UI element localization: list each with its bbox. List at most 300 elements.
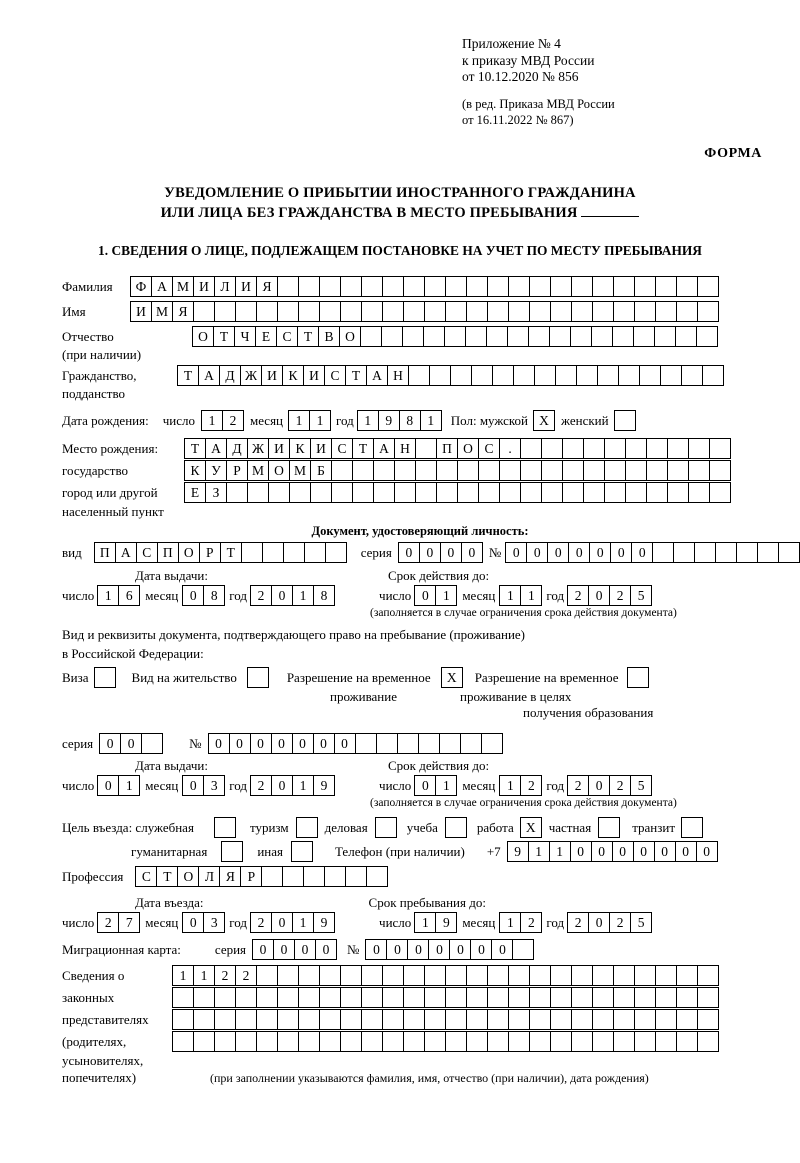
char-cell[interactable]: И: [303, 365, 325, 386]
char-cell[interactable]: А: [115, 542, 137, 563]
char-cell[interactable]: [466, 965, 488, 986]
char-cell[interactable]: 2: [235, 965, 257, 986]
char-cell[interactable]: [340, 301, 362, 322]
char-cell[interactable]: [508, 301, 530, 322]
char-cell[interactable]: О: [457, 438, 479, 459]
char-cell[interactable]: [613, 965, 635, 986]
char-cell[interactable]: [697, 987, 719, 1008]
char-cell[interactable]: О: [178, 542, 200, 563]
char-cell[interactable]: 2: [250, 912, 272, 933]
char-cell[interactable]: О: [192, 326, 214, 347]
char-cell[interactable]: [655, 1009, 677, 1030]
char-cell[interactable]: Т: [352, 438, 374, 459]
char-cell[interactable]: [277, 965, 299, 986]
char-cell[interactable]: [592, 276, 614, 297]
char-cell[interactable]: М: [247, 460, 269, 481]
sex-male-checkbox[interactable]: X: [533, 410, 555, 431]
stay-month-input[interactable]: [499, 912, 542, 933]
char-cell[interactable]: [487, 965, 509, 986]
char-cell[interactable]: [487, 276, 509, 297]
char-cell[interactable]: [450, 365, 472, 386]
char-cell[interactable]: [214, 987, 236, 1008]
char-cell[interactable]: [361, 1009, 383, 1030]
char-cell[interactable]: 1: [201, 410, 223, 431]
char-cell[interactable]: [676, 301, 698, 322]
char-cell[interactable]: [403, 965, 425, 986]
char-cell[interactable]: 1: [528, 841, 550, 862]
char-cell[interactable]: 2: [567, 585, 589, 606]
char-cell[interactable]: [466, 1031, 488, 1052]
char-cell[interactable]: 2: [214, 965, 236, 986]
birthplace-city-input-line1[interactable]: [184, 460, 731, 481]
char-cell[interactable]: [654, 326, 676, 347]
char-cell[interactable]: 0: [182, 775, 204, 796]
char-cell[interactable]: [655, 965, 677, 986]
char-cell[interactable]: [424, 1031, 446, 1052]
char-cell[interactable]: [382, 965, 404, 986]
char-cell[interactable]: [541, 482, 563, 503]
char-cell[interactable]: [445, 301, 467, 322]
sex-female-checkbox[interactable]: [614, 410, 636, 431]
citizenship-input[interactable]: [177, 365, 724, 386]
char-cell[interactable]: [471, 365, 493, 386]
char-cell[interactable]: 1: [435, 585, 457, 606]
doc-issue-day-input[interactable]: [97, 585, 140, 606]
char-cell[interactable]: [676, 965, 698, 986]
birthplace-state-input[interactable]: [184, 438, 731, 459]
char-cell[interactable]: [757, 542, 779, 563]
stay-year-input[interactable]: [567, 912, 652, 933]
char-cell[interactable]: 2: [97, 912, 119, 933]
char-cell[interactable]: [403, 1031, 425, 1052]
char-cell[interactable]: 0: [294, 939, 316, 960]
char-cell[interactable]: [382, 987, 404, 1008]
char-cell[interactable]: [613, 1031, 635, 1052]
char-cell[interactable]: [340, 1031, 362, 1052]
char-cell[interactable]: [172, 1031, 194, 1052]
char-cell[interactable]: 0: [365, 939, 387, 960]
char-cell[interactable]: [604, 482, 626, 503]
char-cell[interactable]: [597, 365, 619, 386]
char-cell[interactable]: [361, 1031, 383, 1052]
char-cell[interactable]: [492, 365, 514, 386]
char-cell[interactable]: [512, 939, 534, 960]
char-cell[interactable]: 0: [612, 841, 634, 862]
doc-series-input[interactable]: [398, 542, 483, 563]
doc-valid-month-input[interactable]: [499, 585, 542, 606]
char-cell[interactable]: [478, 460, 500, 481]
char-cell[interactable]: Р: [240, 866, 262, 887]
char-cell[interactable]: [613, 276, 635, 297]
char-cell[interactable]: 0: [461, 542, 483, 563]
char-cell[interactable]: Т: [177, 365, 199, 386]
char-cell[interactable]: 2: [567, 912, 589, 933]
char-cell[interactable]: 0: [334, 733, 356, 754]
char-cell[interactable]: [778, 542, 800, 563]
char-cell[interactable]: [457, 460, 479, 481]
char-cell[interactable]: [382, 276, 404, 297]
char-cell[interactable]: [319, 965, 341, 986]
char-cell[interactable]: 1: [292, 775, 314, 796]
char-cell[interactable]: [298, 301, 320, 322]
char-cell[interactable]: 0: [99, 733, 121, 754]
birth-day-input[interactable]: [201, 410, 244, 431]
char-cell[interactable]: 3: [203, 775, 225, 796]
char-cell[interactable]: [604, 460, 626, 481]
char-cell[interactable]: [570, 326, 592, 347]
legal-rep-input-line3[interactable]: [172, 1009, 719, 1030]
char-cell[interactable]: 0: [591, 841, 613, 862]
char-cell[interactable]: [457, 482, 479, 503]
char-cell[interactable]: [634, 1031, 656, 1052]
char-cell[interactable]: [571, 1009, 593, 1030]
char-cell[interactable]: [355, 733, 377, 754]
char-cell[interactable]: [235, 1009, 257, 1030]
char-cell[interactable]: [646, 438, 668, 459]
char-cell[interactable]: [319, 301, 341, 322]
char-cell[interactable]: [709, 482, 731, 503]
purpose-tourism-checkbox[interactable]: [296, 817, 318, 838]
char-cell[interactable]: Д: [219, 365, 241, 386]
char-cell[interactable]: Е: [184, 482, 206, 503]
char-cell[interactable]: [465, 326, 487, 347]
char-cell[interactable]: [373, 460, 395, 481]
char-cell[interactable]: Т: [220, 542, 242, 563]
char-cell[interactable]: [382, 301, 404, 322]
phone-input[interactable]: [507, 841, 718, 862]
char-cell[interactable]: О: [268, 460, 290, 481]
char-cell[interactable]: Е: [255, 326, 277, 347]
char-cell[interactable]: [673, 542, 695, 563]
char-cell[interactable]: [235, 987, 257, 1008]
temporary-residence-checkbox[interactable]: X: [441, 667, 463, 688]
char-cell[interactable]: 1: [499, 585, 521, 606]
char-cell[interactable]: [652, 542, 674, 563]
char-cell[interactable]: [534, 365, 556, 386]
char-cell[interactable]: [697, 301, 719, 322]
char-cell[interactable]: [394, 460, 416, 481]
permit-valid-year-input[interactable]: [567, 775, 652, 796]
char-cell[interactable]: 0: [470, 939, 492, 960]
char-cell[interactable]: [282, 866, 304, 887]
char-cell[interactable]: [633, 326, 655, 347]
char-cell[interactable]: [541, 438, 563, 459]
char-cell[interactable]: [529, 965, 551, 986]
char-cell[interactable]: Р: [226, 460, 248, 481]
visa-checkbox[interactable]: [94, 667, 116, 688]
char-cell[interactable]: [319, 987, 341, 1008]
char-cell[interactable]: [256, 1009, 278, 1030]
char-cell[interactable]: [304, 542, 326, 563]
char-cell[interactable]: [325, 542, 347, 563]
char-cell[interactable]: [634, 276, 656, 297]
char-cell[interactable]: И: [193, 276, 215, 297]
char-cell[interactable]: [235, 1031, 257, 1052]
char-cell[interactable]: [403, 1009, 425, 1030]
char-cell[interactable]: [613, 1009, 635, 1030]
doc-valid-day-input[interactable]: [414, 585, 457, 606]
permit-valid-month-input[interactable]: [499, 775, 542, 796]
char-cell[interactable]: Т: [297, 326, 319, 347]
char-cell[interactable]: 1: [420, 410, 442, 431]
char-cell[interactable]: [382, 1009, 404, 1030]
char-cell[interactable]: 9: [378, 410, 400, 431]
char-cell[interactable]: 2: [222, 410, 244, 431]
char-cell[interactable]: [193, 1031, 215, 1052]
char-cell[interactable]: [466, 987, 488, 1008]
char-cell[interactable]: 0: [250, 733, 272, 754]
char-cell[interactable]: [429, 365, 451, 386]
char-cell[interactable]: [466, 276, 488, 297]
char-cell[interactable]: [445, 1009, 467, 1030]
char-cell[interactable]: [214, 1009, 236, 1030]
char-cell[interactable]: [366, 866, 388, 887]
char-cell[interactable]: [424, 987, 446, 1008]
char-cell[interactable]: [352, 482, 374, 503]
char-cell[interactable]: 0: [182, 585, 204, 606]
char-cell[interactable]: [696, 326, 718, 347]
char-cell[interactable]: 9: [435, 912, 457, 933]
doc-issue-month-input[interactable]: [182, 585, 225, 606]
char-cell[interactable]: [436, 460, 458, 481]
char-cell[interactable]: 0: [654, 841, 676, 862]
char-cell[interactable]: 1: [193, 965, 215, 986]
char-cell[interactable]: [298, 1031, 320, 1052]
char-cell[interactable]: [172, 987, 194, 1008]
char-cell[interactable]: С: [135, 866, 157, 887]
char-cell[interactable]: [508, 276, 530, 297]
char-cell[interactable]: 0: [610, 542, 632, 563]
char-cell[interactable]: [436, 482, 458, 503]
char-cell[interactable]: [591, 326, 613, 347]
char-cell[interactable]: [283, 542, 305, 563]
char-cell[interactable]: [520, 438, 542, 459]
permit-issue-day-input[interactable]: [97, 775, 140, 796]
doc-number-input[interactable]: [505, 542, 800, 563]
char-cell[interactable]: [415, 482, 437, 503]
char-cell[interactable]: 5: [630, 775, 652, 796]
char-cell[interactable]: 1: [414, 912, 436, 933]
char-cell[interactable]: [667, 438, 689, 459]
char-cell[interactable]: [268, 482, 290, 503]
char-cell[interactable]: [487, 1009, 509, 1030]
char-cell[interactable]: [613, 301, 635, 322]
char-cell[interactable]: [487, 1031, 509, 1052]
char-cell[interactable]: Р: [199, 542, 221, 563]
char-cell[interactable]: [439, 733, 461, 754]
char-cell[interactable]: И: [130, 301, 152, 322]
purpose-work-checkbox[interactable]: X: [520, 817, 542, 838]
char-cell[interactable]: [681, 365, 703, 386]
char-cell[interactable]: [277, 1031, 299, 1052]
char-cell[interactable]: 5: [630, 585, 652, 606]
char-cell[interactable]: 0: [440, 542, 462, 563]
char-cell[interactable]: [324, 866, 346, 887]
char-cell[interactable]: К: [282, 365, 304, 386]
char-cell[interactable]: [571, 1031, 593, 1052]
char-cell[interactable]: 0: [568, 542, 590, 563]
char-cell[interactable]: [445, 276, 467, 297]
char-cell[interactable]: [697, 1009, 719, 1030]
migration-card-number-input[interactable]: [365, 939, 534, 960]
char-cell[interactable]: [571, 965, 593, 986]
char-cell[interactable]: [688, 438, 710, 459]
char-cell[interactable]: 3: [203, 912, 225, 933]
doc-kind-input[interactable]: [94, 542, 347, 563]
legal-rep-input-line1[interactable]: [172, 965, 719, 986]
char-cell[interactable]: Ж: [240, 365, 262, 386]
purpose-humanitarian-checkbox[interactable]: [221, 841, 243, 862]
char-cell[interactable]: 0: [491, 939, 513, 960]
char-cell[interactable]: [676, 276, 698, 297]
char-cell[interactable]: [289, 482, 311, 503]
char-cell[interactable]: И: [268, 438, 290, 459]
birthplace-city-input-line2[interactable]: [184, 482, 731, 503]
char-cell[interactable]: [256, 1031, 278, 1052]
char-cell[interactable]: 0: [273, 939, 295, 960]
char-cell[interactable]: [634, 1009, 656, 1030]
purpose-other-checkbox[interactable]: [291, 841, 313, 862]
purpose-transit-checkbox[interactable]: [681, 817, 703, 838]
char-cell[interactable]: 0: [675, 841, 697, 862]
permit-valid-day-input[interactable]: [414, 775, 457, 796]
char-cell[interactable]: Д: [226, 438, 248, 459]
char-cell[interactable]: 9: [313, 775, 335, 796]
char-cell[interactable]: 2: [609, 585, 631, 606]
char-cell[interactable]: [319, 1009, 341, 1030]
char-cell[interactable]: [214, 1031, 236, 1052]
char-cell[interactable]: [709, 438, 731, 459]
char-cell[interactable]: 0: [271, 775, 293, 796]
char-cell[interactable]: [562, 482, 584, 503]
char-cell[interactable]: 6: [118, 585, 140, 606]
char-cell[interactable]: [646, 482, 668, 503]
char-cell[interactable]: [529, 987, 551, 1008]
char-cell[interactable]: 1: [118, 775, 140, 796]
char-cell[interactable]: П: [436, 438, 458, 459]
char-cell[interactable]: [277, 987, 299, 1008]
legal-rep-input-line2[interactable]: [172, 987, 719, 1008]
char-cell[interactable]: К: [289, 438, 311, 459]
char-cell[interactable]: 7: [118, 912, 140, 933]
char-cell[interactable]: [277, 1009, 299, 1030]
char-cell[interactable]: [639, 365, 661, 386]
char-cell[interactable]: [352, 460, 374, 481]
surname-input[interactable]: [130, 276, 719, 297]
char-cell[interactable]: 0: [97, 775, 119, 796]
char-cell[interactable]: [340, 276, 362, 297]
char-cell[interactable]: [310, 482, 332, 503]
char-cell[interactable]: С: [478, 438, 500, 459]
char-cell[interactable]: [697, 965, 719, 986]
char-cell[interactable]: [277, 276, 299, 297]
char-cell[interactable]: 2: [609, 912, 631, 933]
char-cell[interactable]: [397, 733, 419, 754]
char-cell[interactable]: [424, 276, 446, 297]
char-cell[interactable]: [618, 365, 640, 386]
char-cell[interactable]: [172, 1009, 194, 1030]
permit-issue-month-input[interactable]: [182, 775, 225, 796]
char-cell[interactable]: [261, 866, 283, 887]
char-cell[interactable]: И: [235, 276, 257, 297]
char-cell[interactable]: [361, 301, 383, 322]
char-cell[interactable]: В: [318, 326, 340, 347]
char-cell[interactable]: 0: [315, 939, 337, 960]
char-cell[interactable]: [415, 438, 437, 459]
purpose-study-checkbox[interactable]: [445, 817, 467, 838]
char-cell[interactable]: [550, 987, 572, 1008]
char-cell[interactable]: 1: [520, 585, 542, 606]
char-cell[interactable]: [529, 301, 551, 322]
char-cell[interactable]: [214, 301, 236, 322]
char-cell[interactable]: [507, 326, 529, 347]
entry-year-input[interactable]: [250, 912, 335, 933]
char-cell[interactable]: [655, 276, 677, 297]
permit-issue-year-input[interactable]: [250, 775, 335, 796]
char-cell[interactable]: 2: [609, 775, 631, 796]
char-cell[interactable]: 9: [313, 912, 335, 933]
char-cell[interactable]: [508, 965, 530, 986]
char-cell[interactable]: [319, 1031, 341, 1052]
char-cell[interactable]: [277, 301, 299, 322]
char-cell[interactable]: [331, 460, 353, 481]
char-cell[interactable]: [460, 733, 482, 754]
char-cell[interactable]: [646, 460, 668, 481]
char-cell[interactable]: [466, 1009, 488, 1030]
char-cell[interactable]: [226, 482, 248, 503]
char-cell[interactable]: [529, 1009, 551, 1030]
char-cell[interactable]: [655, 301, 677, 322]
char-cell[interactable]: 1: [499, 912, 521, 933]
char-cell[interactable]: [592, 965, 614, 986]
char-cell[interactable]: 0: [428, 939, 450, 960]
char-cell[interactable]: [345, 866, 367, 887]
char-cell[interactable]: И: [310, 438, 332, 459]
char-cell[interactable]: [571, 987, 593, 1008]
char-cell[interactable]: [676, 987, 698, 1008]
birth-year-input[interactable]: [357, 410, 442, 431]
char-cell[interactable]: [709, 460, 731, 481]
char-cell[interactable]: Ф: [130, 276, 152, 297]
char-cell[interactable]: [562, 460, 584, 481]
char-cell[interactable]: Я: [172, 301, 194, 322]
char-cell[interactable]: 1: [309, 410, 331, 431]
char-cell[interactable]: [625, 482, 647, 503]
char-cell[interactable]: З: [205, 482, 227, 503]
char-cell[interactable]: [402, 326, 424, 347]
char-cell[interactable]: [697, 276, 719, 297]
char-cell[interactable]: [634, 987, 656, 1008]
char-cell[interactable]: [688, 460, 710, 481]
char-cell[interactable]: [256, 987, 278, 1008]
char-cell[interactable]: Я: [256, 276, 278, 297]
char-cell[interactable]: [736, 542, 758, 563]
char-cell[interactable]: С: [331, 438, 353, 459]
char-cell[interactable]: 1: [435, 775, 457, 796]
char-cell[interactable]: 0: [292, 733, 314, 754]
char-cell[interactable]: А: [151, 276, 173, 297]
char-cell[interactable]: Н: [394, 438, 416, 459]
char-cell[interactable]: [403, 987, 425, 1008]
char-cell[interactable]: С: [276, 326, 298, 347]
char-cell[interactable]: [660, 365, 682, 386]
char-cell[interactable]: [466, 301, 488, 322]
char-cell[interactable]: А: [205, 438, 227, 459]
char-cell[interactable]: [529, 276, 551, 297]
char-cell[interactable]: Б: [310, 460, 332, 481]
purpose-service-checkbox[interactable]: [214, 817, 236, 838]
char-cell[interactable]: [655, 1031, 677, 1052]
